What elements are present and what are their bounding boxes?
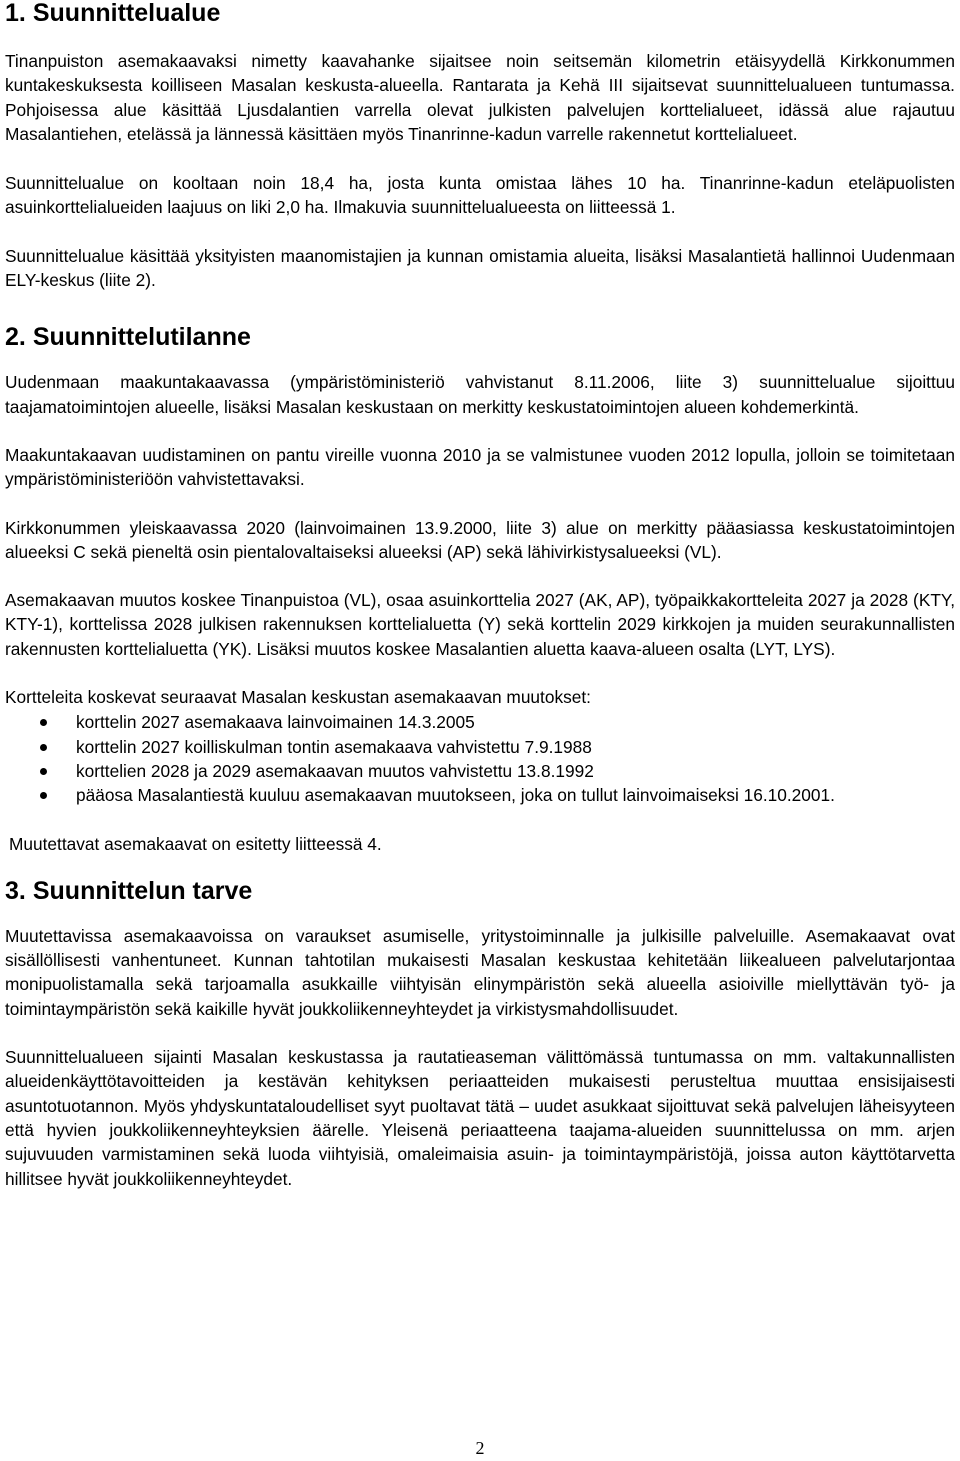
list-item-text: pääosa Masalantiestä kuuluu asemakaavan muutokseen, joka on tullut lainvoimaiseksi 16.10.2001. [76, 785, 835, 806]
paragraph: Uudenmaan maakuntakaavassa (ympäristöministeriö vahvistanut 8.11.2006, liite 3) suunnittelualue sijoittuu taajamatoimintojen alueelle, lisäksi Masalan keskustaan on merkitty keskustatoimintojen alueen kohdemerkintä. [5, 372, 955, 417]
list-item [5, 783, 955, 807]
list-item [5, 710, 955, 734]
page-number: 2 [475, 1438, 485, 1458]
paragraph: Muutettavissa asemakaavoissa on varaukset asumiselle, yritystoiminnalle ja julkisille palveluille. Asemakaavat ovat sisällöllisesti vanhentuneet. Kunnan tahtotilan mukaisesti Masalan keskustaa kehitetään liikealueen palvelutarjontaa monipuolistamalla sekä tarjoamalla asukkaille viihtyisän elinympäristön sekä alueella asioiville miellyttävän työ- ja toimintaympäristön sekä kaikille hyvät joukkoliikenneyhteydet ja virkistysmahdollisuudet. [5, 925, 955, 1019]
paragraph: Suunnittelualue on kooltaan noin 18,4 ha, josta kunta omistaa lähes 10 ha. Tinanrinne-kadun eteläpuolisten asuinkorttelialueiden laajuus on liki 2,0 ha. Ilmakuvia suunnittelualueesta on liitteessä 1. [5, 173, 955, 218]
section-number: 1. [5, 0, 26, 27]
paragraph: Muutettavat asemakaavat on esitetty liitteessä 4. [9, 833, 382, 854]
list-item-text: korttelin 2027 koilliskulman tontin asemakaava vahvistettu 7.9.1988 [76, 736, 592, 757]
bullet-list [5, 710, 955, 807]
list-item-text: korttelien 2028 ja 2029 asemakaavan muutos vahvistettu 13.8.1992 [76, 760, 594, 781]
section-title: Suunnittelutilanne [32, 323, 251, 352]
paragraph: Kirkkonummen yleiskaavassa 2020 (lainvoimainen 13.9.2000, liite 3) alue on merkitty pääasiassa keskustatoimintojen alueeksi C sekä pieneltä osin pientalovaltaiseksi alueeksi (AP) sekä lähivirkistysalueeksi (VL). [5, 517, 955, 562]
section-heading [5, 322, 955, 352]
section-title: Suunnittelun tarve [32, 876, 253, 905]
list-item-text: korttelin 2027 asemakaava lainvoimainen 14.3.2005 [76, 712, 475, 733]
section-number: 3. [5, 876, 26, 905]
paragraph: Tinanpuiston asemakaavaksi nimetty kaavahanke sijaitsee noin seitsemän kilometrin etäisyydellä Kirkkonummen kuntakeskuksesta koilliseen Masalan keskusta-alueella. Rantarata ja Kehä III sijaitsevat suunnittelualueen tuntumassa. Pohjoisessa alue käsittää Ljusdalantien varrella olevat julkisten palvelujen korttelialueet, idässä alue rajautuu Masalantiehen, etelässä ja lännessä käsittäen myös Tinanrinne-kadun varrelle rakennetut korttelialueet. [5, 51, 955, 144]
section-heading [5, 876, 955, 906]
paragraph: Suunnittelualueen sijainti Masalan keskustassa ja rautatieaseman välittömässä tuntumassa on mm. valtakunnallisten alueidenkäyttötavoitteiden ja kestävän kehityksen periaatteiden mukaisesti perusteltua muuttaa ensisijaisesti asuntotuotannon. Myös yhdyskuntataloudelliset syyt puoltavat tätä – uudet asukkaat sijoittuvat sekä palvelujen läheisyyteen että hyvien joukkoliikenneyhteyksien äärelle. Yleisenä periaatteena taajama-alueiden suunnittelussa on mm. arjen sujuvuuden varmistaminen sekä luoda viihtyisiä, omaleimaisia asuin- ja toimintaympäristöjä, joissa auton käyttötarvetta hillitsee hyvät joukkoliikenneyhteydet. [5, 1047, 955, 1189]
paragraph: Maakuntakaavan uudistaminen on pantu vireille vuonna 2010 ja se valmistunee vuoden 2012 lopulla, jolloin se toimitetaan ympäristöministeriöön vahvistettavaksi. [5, 444, 955, 490]
section-heading [5, 0, 955, 28]
bullet-icon [40, 719, 47, 726]
paragraph: Suunnittelualue käsittää yksityisten maanomistajien ja kunnan omistamia alueita, lisäksi Masalantietä hallinnoi Uudenmaan ELY-keskus (liite 2). [5, 245, 955, 291]
bullet-icon [40, 792, 47, 799]
document-page [5, 0, 955, 1191]
list-item [5, 759, 955, 783]
bullet-icon [40, 768, 47, 775]
bullet-icon [40, 744, 47, 751]
paragraph: Kortteleita koskevat seuraavat Masalan keskustan asemakaavan muutokset: [5, 687, 591, 708]
section-number: 2. [5, 323, 26, 352]
list-item [5, 735, 955, 759]
section-title: Suunnittelualue [32, 0, 221, 27]
paragraph: Asemakaavan muutos koskee Tinanpuistoa (VL), osaa asuinkorttelia 2027 (AK, AP), työpaikkakortteleita 2027 ja 2028 (KTY, KTY-1), korttelissa 2028 julkisen rakennuksen korttelialuetta (Y) sekä korttelin 2029 kirkkojen ja muiden seurakunnallisten rakennusten korttelialuetta (YK). Lisäksi muutos koskee Masalantien aluetta kaava-alueen osalta (LYT, LYS). [5, 590, 955, 659]
